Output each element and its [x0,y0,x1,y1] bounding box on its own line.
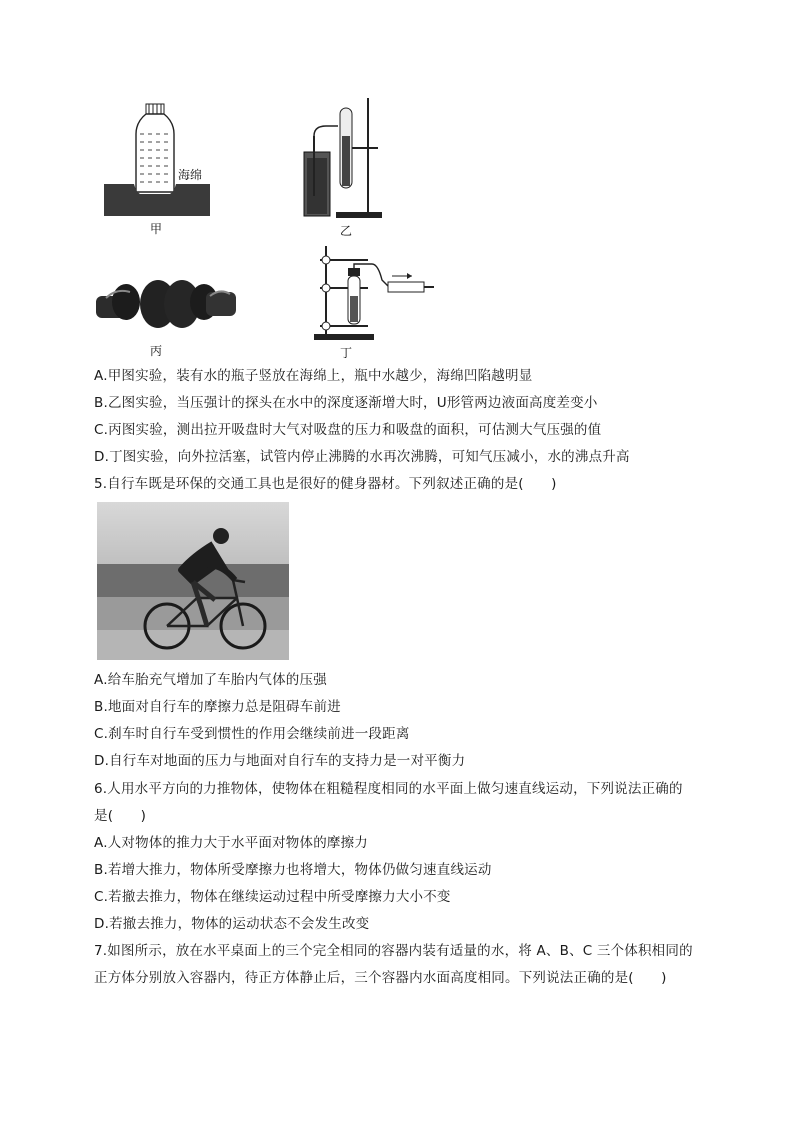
q4-option-b: B.乙图实验，当压强计的探头在水中的深度逐渐增大时，U形管两边液面高度差变小 [94,395,598,411]
q5-stem: 5.自行车既是环保的交通工具也是很好的健身器材。下列叙述正确的是( ) [94,476,557,492]
figure-yi-caption: 乙 [340,224,353,238]
figure-bing [96,268,236,338]
q7-stem-line2: 正方体分别放入容器内，待正方体静止后，三个容器内水面高度相同。下列说法正确的是( ) [94,970,667,986]
q5-option-d: D.自行车对地面的压力与地面对自行车的支持力是一对平衡力 [94,753,466,769]
q6-option-a: A.人对物体的推力大于水平面对物体的摩擦力 [94,835,368,851]
q6-stem-line2: 是( ) [94,808,147,824]
sponge-label: 海绵 [178,168,203,182]
figure-jia-caption: 甲 [150,222,163,236]
figure-jia [100,100,215,220]
q5-option-c: C.刹车时自行车受到惯性的作用会继续前进一段距离 [94,726,410,742]
q4-option-c: C.丙图实验，测出拉开吸盘时大气对吸盘的压力和吸盘的面积，可估测大气压强的值 [94,422,602,438]
q6-option-b: B.若增大推力，物体所受摩擦力也将增大，物体仍做匀速直线运动 [94,862,492,878]
q7-stem-line1: 7.如图所示，放在水平桌面上的三个完全相同的容器内装有适量的水，将 A、B、C 三个体积相同的 [94,943,693,959]
q5-option-b: B.地面对自行车的摩擦力总是阻碍车前进 [94,699,341,715]
figure-bing-caption: 丙 [150,344,163,358]
q5-option-a: A.给车胎充气增加了车胎内气体的压强 [94,672,327,688]
figure-ding [308,240,438,344]
q4-option-d: D.丁图实验，向外拉活塞，试管内停止沸腾的水再次沸腾，可知气压减小，水的沸点升高 [94,449,630,465]
q6-stem-line1: 6.人用水平方向的力推物体，使物体在粗糙程度相同的水平面上做匀速直线运动，下列说法正确的 [94,781,683,797]
bicycle-photo [97,502,289,660]
figure-ding-caption: 丁 [340,346,353,360]
q6-option-c: C.若撤去推力，物体在继续运动过程中所受摩擦力大小不变 [94,889,451,905]
q4-option-a: A.甲图实验，装有水的瓶子竖放在海绵上，瓶中水越少，海绵凹陷越明显 [94,368,533,384]
q6-option-d: D.若撤去推力，物体的运动状态不会发生改变 [94,916,370,932]
figure-yi [298,96,388,224]
